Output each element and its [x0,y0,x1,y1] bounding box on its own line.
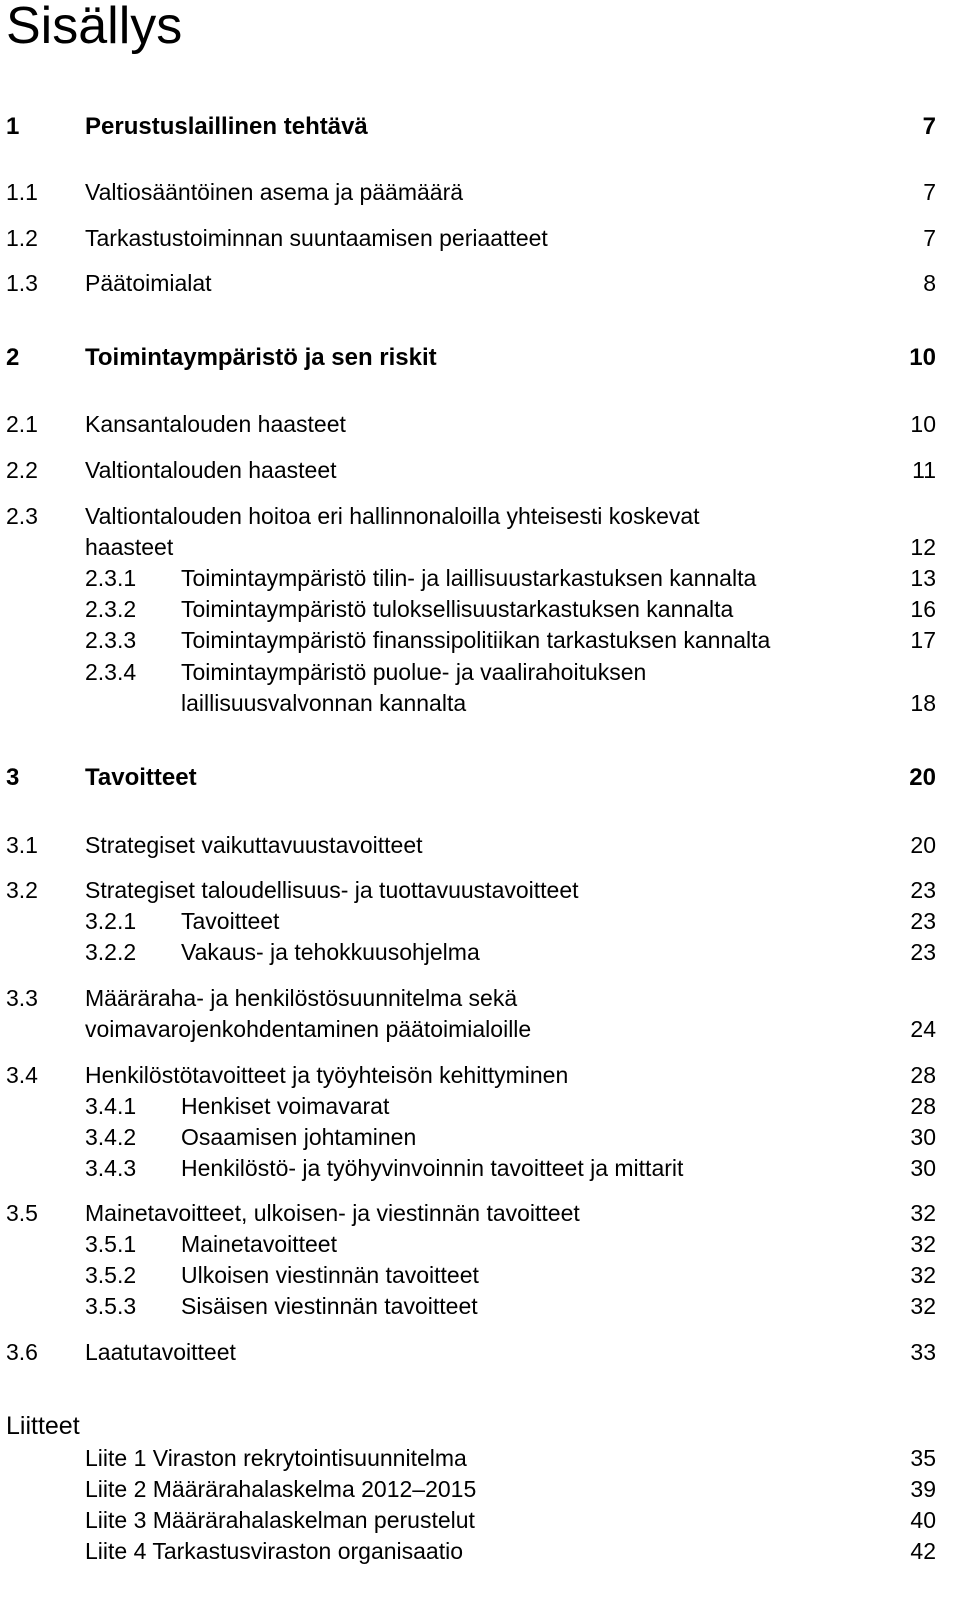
appendix-page: 35 [910,1445,936,1471]
toc-entry[interactable] [0,762,960,794]
toc-page: 18 [910,690,936,716]
toc-title: Toimintaympäristö tuloksellisuustarkastuksen kannalta [181,596,734,622]
toc-title: Laatutavoitteet [85,1339,236,1365]
toc-page: 13 [910,565,936,591]
toc-entry[interactable] [0,1228,960,1260]
toc-number: 3.5.3 [85,1293,137,1319]
toc-number: 3.2 [6,877,38,903]
toc-title: voimavarojenkohdentaminen päätoimialoille [85,1016,532,1042]
toc-entry[interactable] [0,562,960,594]
toc-page: 30 [910,1155,936,1181]
toc-page: 23 [910,939,936,965]
page-title: Sisällys [6,0,183,55]
toc-number: 1.2 [6,225,38,251]
toc-title: Toimintaympäristö puolue- ja vaalirahoituksen [181,659,647,685]
toc-entry[interactable] [0,593,960,625]
toc-page: 28 [910,1093,936,1119]
toc-title: Toimintaympäristö finanssipolitiikan tarkastuksen kannalta [181,627,771,653]
toc-page: 33 [910,1339,936,1365]
toc-title: Osaamisen johtaminen [181,1124,417,1150]
toc-title: Valtiontalouden haasteet [85,457,337,483]
toc-entry[interactable] [0,1121,960,1153]
toc-title: Sisäisen viestinnän tavoitteet [181,1293,478,1319]
toc-entry[interactable] [0,1336,960,1368]
toc-number: 1.3 [6,270,38,296]
toc-page: 32 [910,1231,936,1257]
toc-title: Toimintaympäristö ja sen riskit [85,344,437,371]
toc-entry[interactable] [0,829,960,861]
toc-number: 3 [6,764,20,791]
toc-entry[interactable] [0,982,960,1014]
toc-page: 7 [922,113,936,140]
toc-entry-continuation[interactable] [0,687,960,719]
toc-entry[interactable] [0,656,960,688]
toc-title: Mainetavoitteet [181,1231,337,1257]
toc-page: 23 [910,908,936,934]
toc-page: 30 [910,1124,936,1150]
toc-page: 32 [910,1262,936,1288]
toc-number: 2.3.4 [85,659,137,685]
toc-entry[interactable] [0,874,960,906]
toc-title: Perustuslaillinen tehtävä [85,113,368,140]
toc-entry[interactable] [0,1290,960,1322]
toc-number: 1.1 [6,179,38,205]
toc-number: 3.3 [6,985,38,1011]
toc-entry[interactable] [0,1197,960,1229]
toc-page: 20 [910,832,936,858]
toc-number: 3.4.3 [85,1155,137,1181]
toc-title: Määräraha- ja henkilöstösuunnitelma sekä [85,985,518,1011]
toc-page: 10 [909,344,936,371]
toc-number: 3.2.1 [85,908,137,934]
toc-number: 3.6 [6,1339,38,1365]
toc-entry[interactable] [0,1259,960,1291]
toc-number: 2 [6,344,20,371]
toc-entry[interactable] [0,222,960,254]
toc-number: 2.3.3 [85,627,137,653]
toc-page: 24 [910,1016,936,1042]
toc-title: Henkilöstö- ja työhyvinvoinnin tavoitteet ja mittarit [181,1155,684,1181]
toc-entry[interactable] [0,905,960,937]
toc-page: 8 [923,270,936,296]
toc-number: 3.2.2 [85,939,137,965]
toc-number: 2.1 [6,411,38,437]
appendix-entry[interactable] [0,1504,960,1536]
toc-entry[interactable] [0,624,960,656]
toc-title: Tarkastustoiminnan suuntaamisen periaatteet [85,225,548,251]
toc-page: 17 [910,627,936,653]
appendix-title: Liite 4 Tarkastusviraston organisaatio [85,1538,464,1564]
toc-entry[interactable] [0,1152,960,1184]
toc-title: Henkilöstötavoitteet ja työyhteisön kehittyminen [85,1062,569,1088]
toc-entry[interactable] [0,500,960,532]
toc-entry-continuation[interactable] [0,531,960,563]
toc-page: 11 [912,457,936,483]
toc-title: Tavoitteet [85,764,197,791]
toc-entry[interactable] [0,342,960,374]
toc-title: Mainetavoitteet, ulkoisen- ja viestinnän tavoitteet [85,1200,580,1226]
toc-page: 20 [909,764,936,791]
toc-title: Ulkoisen viestinnän tavoitteet [181,1262,479,1288]
toc-title: Henkiset voimavarat [181,1093,390,1119]
toc-number: 1 [6,113,20,140]
toc-page: 32 [910,1200,936,1226]
toc-page: 16 [910,596,936,622]
toc-page: 23 [910,877,936,903]
appendix-heading: Liitteet [6,1412,80,1440]
appendix-title: Liite 2 Määrärahalaskelma 2012–2015 [85,1476,477,1502]
toc-number: 3.5 [6,1200,38,1226]
toc-title: Päätoimialat [85,270,212,296]
toc-title: Toimintaympäristö tilin- ja laillisuustarkastuksen kannalta [181,565,757,591]
toc-page: 10 [910,411,936,437]
toc-title: Tavoitteet [181,908,280,934]
toc-title: laillisuusvalvonnan kannalta [181,690,467,716]
appendix-entry[interactable] [0,1442,960,1474]
toc-page: 32 [910,1293,936,1319]
toc-entry[interactable] [0,408,960,440]
toc-title: haasteet [85,534,174,560]
appendix-entry[interactable] [0,1535,960,1567]
toc-number: 3.5.1 [85,1231,137,1257]
toc-page: 12 [910,534,936,560]
appendix-entry[interactable] [0,1473,960,1505]
toc-entry[interactable] [0,267,960,299]
appendix-page: 40 [910,1507,936,1533]
toc-number: 3.1 [6,832,38,858]
toc-entry[interactable] [0,1059,960,1091]
toc-title: Kansantalouden haasteet [85,411,346,437]
toc-page: 7 [923,179,936,205]
toc-number: 2.2 [6,457,38,483]
toc-title: Strategiset taloudellisuus- ja tuottavuustavoitteet [85,877,579,903]
appendix-page: 42 [910,1538,936,1564]
toc-number: 3.5.2 [85,1262,137,1288]
toc-entry[interactable] [0,1090,960,1122]
toc-title: Valtiosääntöinen asema ja päämäärä [85,179,464,205]
toc-entry[interactable] [0,111,960,143]
toc-number: 3.4 [6,1062,38,1088]
toc-entry[interactable] [0,936,960,968]
toc-number: 2.3 [6,503,38,529]
toc-number: 3.4.1 [85,1093,137,1119]
toc-number: 2.3.1 [85,565,137,591]
toc-title: Valtiontalouden hoitoa eri hallinnonaloilla yhteisesti koskevat [85,503,700,529]
toc-entry-continuation[interactable] [0,1013,960,1045]
toc-title: Vakaus- ja tehokkuusohjelma [181,939,480,965]
toc-number: 3.4.2 [85,1124,137,1150]
toc-number: 2.3.2 [85,596,137,622]
appendix-page: 39 [910,1476,936,1502]
toc-entry[interactable] [0,454,960,486]
toc-title: Strategiset vaikuttavuustavoitteet [85,832,423,858]
appendix-title: Liite 3 Määrärahalaskelman perustelut [85,1507,475,1533]
toc-entry[interactable] [0,176,960,208]
appendix-title: Liite 1 Viraston rekrytointisuunnitelma [85,1445,467,1471]
toc-page: 7 [923,225,936,251]
toc-page: 28 [910,1062,936,1088]
